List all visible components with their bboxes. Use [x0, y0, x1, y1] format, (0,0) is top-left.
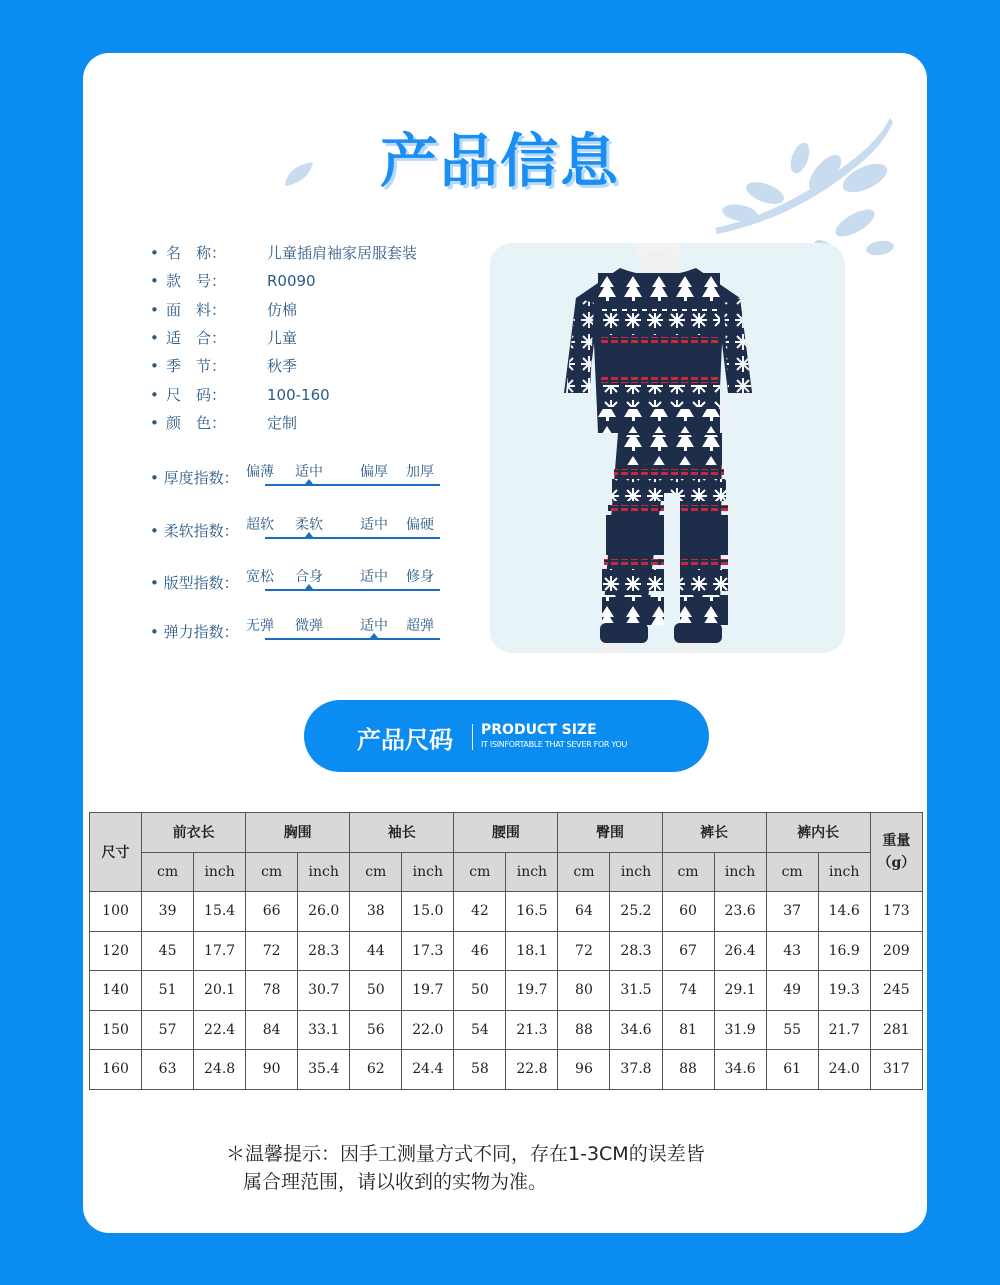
- column-group-header: 裤内长: [766, 813, 870, 853]
- table-cell: 55: [766, 1010, 818, 1050]
- table-cell: 25.2: [610, 892, 662, 932]
- table-cell: 37.8: [610, 1050, 662, 1090]
- product-photo: [490, 243, 845, 653]
- column-group-header: 袖长: [350, 813, 454, 853]
- info-value: 儿童: [267, 328, 298, 347]
- table-row: [90, 892, 923, 932]
- index-option: 偏薄: [246, 464, 274, 480]
- info-row: [150, 385, 470, 405]
- table-row: [90, 1050, 923, 1090]
- index-option: 宽松: [246, 569, 274, 585]
- table-cell: 56: [350, 1010, 402, 1050]
- table-cell: 26.0: [298, 892, 350, 932]
- table-cell: 63: [142, 1050, 194, 1090]
- index-option: 适中: [360, 517, 388, 533]
- index-option: 适中: [360, 618, 388, 634]
- index-option: 超弹: [406, 618, 434, 634]
- table-cell: 51: [142, 971, 194, 1011]
- table-cell: 23.6: [714, 892, 766, 932]
- column-group-header: 胸围: [246, 813, 350, 853]
- info-value: 定制: [267, 413, 298, 432]
- table-cell: 74: [662, 971, 714, 1011]
- table-cell: 28.3: [298, 931, 350, 971]
- bullet-icon: •: [150, 328, 159, 347]
- table-cell: 22.0: [402, 1010, 454, 1050]
- table-cell: 60: [662, 892, 714, 932]
- index-option: 无弹: [246, 618, 274, 634]
- table-cell: 61: [766, 1050, 818, 1090]
- info-value: 秋季: [267, 357, 298, 376]
- bullet-icon: •: [150, 357, 159, 376]
- bullet-icon: •: [150, 385, 159, 404]
- unit-header: inch: [818, 852, 870, 892]
- table-cell: 67: [662, 931, 714, 971]
- table-cell: 15.4: [194, 892, 246, 932]
- measurement-note: [226, 1140, 705, 1196]
- corner-header: 尺寸: [90, 813, 142, 892]
- bullet-icon: •: [150, 300, 159, 319]
- table-cell: 21.3: [506, 1010, 558, 1050]
- table-cell: 16.5: [506, 892, 558, 932]
- unit-header: cm: [246, 852, 298, 892]
- size-table: [89, 812, 923, 1090]
- info-label: 面 料：: [166, 300, 227, 319]
- index-option: 合身: [295, 569, 323, 585]
- table-cell: 150: [90, 1010, 142, 1050]
- table-cell: 64: [558, 892, 610, 932]
- bullet-icon: •: [150, 413, 159, 432]
- table-cell: 35.4: [298, 1050, 350, 1090]
- info-row: [150, 328, 470, 348]
- index-scale: [150, 615, 450, 645]
- table-cell: 84: [246, 1010, 298, 1050]
- index-scale-line: [265, 589, 440, 591]
- table-cell: 49: [766, 971, 818, 1011]
- table-cell: 50: [454, 971, 506, 1011]
- size-banner-title: 产品尺码: [357, 726, 453, 754]
- table-cell: 19.7: [506, 971, 558, 1011]
- table-cell: 24.0: [818, 1050, 870, 1090]
- table-row: [90, 931, 923, 971]
- size-banner-tagline: IT ISINFORTABLE THAT SEVER FOR YOU: [481, 740, 628, 749]
- table-cell: 38: [350, 892, 402, 932]
- table-cell: 24.8: [194, 1050, 246, 1090]
- table-cell: 160: [90, 1050, 142, 1090]
- table-cell: 15.0: [402, 892, 454, 932]
- index-scale-line: [265, 537, 440, 539]
- index-option: 偏硬: [406, 517, 434, 533]
- unit-header: cm: [350, 852, 402, 892]
- table-cell: 50: [350, 971, 402, 1011]
- info-label: 尺 码：: [166, 385, 227, 404]
- index-label: • 柔软指数：: [150, 522, 239, 540]
- table-cell: 19.7: [402, 971, 454, 1011]
- bullet-icon: •: [150, 244, 159, 262]
- index-option: 超软: [246, 517, 274, 533]
- size-banner-subtitle: PRODUCT SIZE: [481, 722, 597, 738]
- table-cell: 46: [454, 931, 506, 971]
- table-cell: 30.7: [298, 971, 350, 1011]
- table-cell: 173: [870, 892, 922, 932]
- index-marker-icon: [305, 479, 313, 484]
- table-cell: 96: [558, 1050, 610, 1090]
- unit-header: cm: [454, 852, 506, 892]
- column-group-header: 臀围: [558, 813, 662, 853]
- column-group-header: 裤长: [662, 813, 766, 853]
- table-row: [90, 971, 923, 1011]
- info-value: 儿童插肩袖家居服套装: [267, 244, 418, 262]
- index-scale: [150, 566, 450, 596]
- table-row: [90, 1010, 923, 1050]
- info-row: [150, 356, 470, 376]
- table-cell: 120: [90, 931, 142, 971]
- info-label: 颜 色：: [166, 413, 227, 432]
- info-value: 仿棉: [267, 300, 298, 319]
- table-cell: 80: [558, 971, 610, 1011]
- index-scale-line: [265, 484, 440, 486]
- table-cell: 43: [766, 931, 818, 971]
- table-cell: 16.9: [818, 931, 870, 971]
- table-cell: 88: [662, 1050, 714, 1090]
- unit-header: cm: [662, 852, 714, 892]
- unit-header: inch: [610, 852, 662, 892]
- table-cell: 317: [870, 1050, 922, 1090]
- info-row: [150, 243, 470, 263]
- info-row: [150, 271, 470, 291]
- table-cell: 24.4: [402, 1050, 454, 1090]
- index-scale-line: [265, 638, 440, 640]
- index-option: 加厚: [406, 464, 434, 480]
- table-cell: 34.6: [714, 1050, 766, 1090]
- unit-header: inch: [714, 852, 766, 892]
- table-cell: 29.1: [714, 971, 766, 1011]
- table-cell: 33.1: [298, 1010, 350, 1050]
- table-cell: 57: [142, 1010, 194, 1050]
- unit-header: inch: [402, 852, 454, 892]
- table-cell: 78: [246, 971, 298, 1011]
- info-label: 名 称：: [166, 244, 227, 262]
- table-cell: 20.1: [194, 971, 246, 1011]
- table-cell: 88: [558, 1010, 610, 1050]
- index-marker-icon: [305, 584, 313, 589]
- table-cell: 39: [142, 892, 194, 932]
- info-row: [150, 300, 470, 320]
- table-cell: 42: [454, 892, 506, 932]
- table-cell: 34.6: [610, 1010, 662, 1050]
- table-cell: 44: [350, 931, 402, 971]
- table-cell: 31.5: [610, 971, 662, 1011]
- column-group-header: 前衣长: [142, 813, 246, 853]
- table-cell: 19.3: [818, 971, 870, 1011]
- table-cell: 28.3: [610, 931, 662, 971]
- banner-divider: [472, 724, 473, 750]
- table-cell: 72: [246, 931, 298, 971]
- table-cell: 58: [454, 1050, 506, 1090]
- table-cell: 209: [870, 931, 922, 971]
- table-cell: 245: [870, 971, 922, 1011]
- pajama-illustration: [490, 243, 845, 653]
- table-cell: 31.9: [714, 1010, 766, 1050]
- product-size-banner: [304, 700, 709, 772]
- unit-header: inch: [298, 852, 350, 892]
- index-option: 修身: [406, 569, 434, 585]
- table-cell: 66: [246, 892, 298, 932]
- table-cell: 45: [142, 931, 194, 971]
- index-option: 微弹: [295, 618, 323, 634]
- unit-header: cm: [142, 852, 194, 892]
- unit-header: inch: [194, 852, 246, 892]
- index-marker-icon: [305, 532, 313, 537]
- index-option: 适中: [360, 569, 388, 585]
- info-value: 100-160: [267, 385, 330, 404]
- index-label: • 弹力指数：: [150, 623, 239, 641]
- table-cell: 26.4: [714, 931, 766, 971]
- info-label: 款 号：: [166, 272, 227, 291]
- table-cell: 72: [558, 931, 610, 971]
- table-cell: 81: [662, 1010, 714, 1050]
- table-cell: 18.1: [506, 931, 558, 971]
- unit-header: cm: [766, 852, 818, 892]
- table-cell: 62: [350, 1050, 402, 1090]
- index-scale: [150, 461, 450, 491]
- table-cell: 21.7: [818, 1010, 870, 1050]
- index-label: • 厚度指数：: [150, 469, 239, 487]
- table-cell: 100: [90, 892, 142, 932]
- table-cell: 17.3: [402, 931, 454, 971]
- index-marker-icon: [370, 633, 378, 638]
- table-cell: 22.4: [194, 1010, 246, 1050]
- table-cell: 54: [454, 1010, 506, 1050]
- weight-header: 重量（g）: [870, 813, 922, 892]
- page-title: 产品信息: [379, 127, 620, 195]
- info-label: 适 合：: [166, 328, 227, 347]
- table-cell: 140: [90, 971, 142, 1011]
- index-option: 适中: [295, 464, 323, 480]
- table-cell: 90: [246, 1050, 298, 1090]
- info-value: R0090: [267, 272, 316, 291]
- index-label: • 版型指数：: [150, 574, 239, 592]
- info-row: [150, 413, 470, 433]
- note-line-1: ＊温馨提示：因手工测量方式不同，存在1-3CM的误差皆: [226, 1143, 705, 1165]
- index-option: 柔软: [295, 517, 323, 533]
- bullet-icon: •: [150, 272, 159, 291]
- unit-header: inch: [506, 852, 558, 892]
- unit-header: cm: [558, 852, 610, 892]
- table-cell: 281: [870, 1010, 922, 1050]
- table-cell: 22.8: [506, 1050, 558, 1090]
- table-cell: 17.7: [194, 931, 246, 971]
- column-group-header: 腰围: [454, 813, 558, 853]
- table-cell: 37: [766, 892, 818, 932]
- info-label: 季 节：: [166, 357, 227, 376]
- note-line-2: 属合理范围，请以收到的实物为准。: [243, 1171, 548, 1193]
- table-cell: 14.6: [818, 892, 870, 932]
- index-option: 偏厚: [360, 464, 388, 480]
- index-scale: [150, 514, 450, 544]
